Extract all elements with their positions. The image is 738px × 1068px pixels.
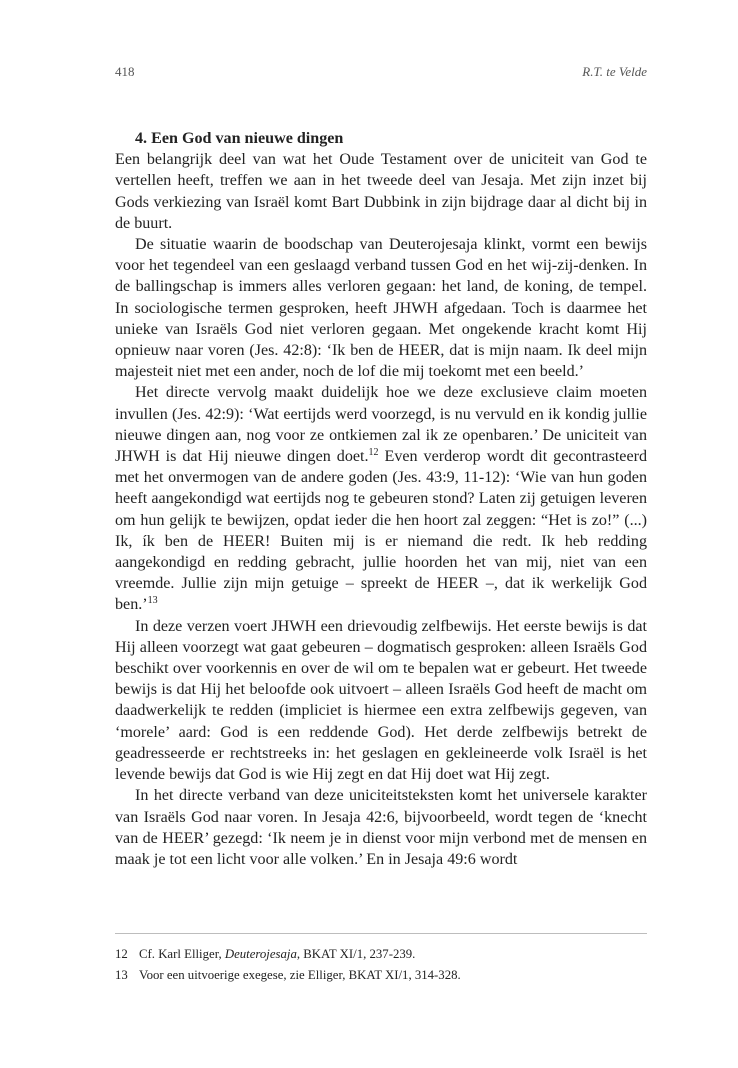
book-page	[115, 0, 647, 1068]
paragraph-3	[115, 382, 647, 615]
footnote-ref-12[interactable]: 12	[368, 447, 379, 459]
body-text	[115, 128, 647, 870]
footnote-12	[115, 944, 647, 965]
paragraph-2: De situatie waarin de boodschap van Deuterojesaja klinkt, vormt een bewijs voor het tegendeel van een geslaagd verband tussen God en het wij-zij-denken. In de ballingschap is immers alles verloren gegaan: het land, de koning, de tempel. In sociologische termen gesproken, heeft JHWH afgedaan. Toch is daarmee het unieke van Israëls God niet verloren gegaan. Met ongekende kracht komt Hij opnieuw naar voren (Jes. 42:8): ‘Ik ben de HEER, dat is mijn naam. Ik deel mijn majesteit niet met een ander, noch de lof die mij toekomt met een beeld.’	[115, 236, 647, 381]
footnote-text: Cf. Karl Elliger,	[139, 947, 225, 961]
paragraph-3-text-a: Het directe vervolg maakt duidelijk hoe we deze exclusieve claim moeten invullen (Jes. 42:9): ‘Wat eertijds werd voorzegd, is nu vervuld en ik kondig jullie nieuwe dingen aan, nog voor ze ontkiemen zal ik ze openbaren.’ De uniciteit van JHWH is dat Hij nieuwe dingen doet.	[115, 384, 647, 466]
paragraph-5: In het directe verband van deze uniciteitsteksten komt het universele karakter van Israëls God naar voren. In Jesaja 42:6, bijvoorbeeld, wordt tegen de ‘knecht van de HEER’ gezegd: ‘Ik neem je in dienst voor mijn verbond met de mensen en maak je tot een licht voor alle volken.’ En in Jesaja 49:6 wordt	[115, 787, 647, 868]
footnote-13	[115, 965, 647, 986]
running-head	[115, 64, 647, 84]
footnote-ref-13[interactable]: 13	[147, 595, 158, 607]
footnote-divider	[115, 933, 647, 934]
footnote-book-title: Deuterojesaja	[224, 947, 297, 961]
paragraph-4: In deze verzen voert JHWH een drievoudig zelfbewijs. Het eerste bewijs is dat Hij alleen voorzegt wat gaat gebeuren – dogmatisch gesproken: alleen Israëls God beschikt over voorkennis en over de wil om te bepalen wat er gebeurt. Het tweede bewijs is dat Hij het beloofde ook uitvoert – alleen Israëls God heeft de macht om daadwerkelijk te redden (impliciet is hiermee een extra zelfbewijs gegeven, van ‘morele’ aard: God is een reddende God). Het derde zelfbewijs betrekt de geadresseerde er rechtstreeks in: het geslagen en gekleineerde volk Israël is het levende bewijs dat God is wie Hij zegt en dat Hij doet wat Hij zegt.	[115, 617, 647, 784]
footnote-text: Voor een uitvoerige exegese, zie Elliger, BKAT XI/1, 314-328.	[139, 968, 461, 982]
running-head-author: R.T. te Velde	[582, 64, 647, 79]
section-heading: 4. Een God van nieuwe dingen	[135, 130, 344, 147]
footnote-text: , BKAT XI/1, 237-239.	[296, 947, 416, 961]
footnote-number: 12	[115, 947, 128, 961]
paragraph-3-text-b: Even verderop wordt dit gecontrasteerd met het onvermogen van de andere goden (Jes. 43:9, 11-12): ‘Wie van hun goden heeft aangekondigd wat eertijds nog te gebeuren stond? Laten zij getuigen leveren om hun gelijk te bewijzen, opdat ieder die hen hoort zal zeggen: “Het is zo!” (...) Ik, ík ben de HEER! Buiten mij is er niemand die redt. Ik heb redding aangekondigd en redding gebracht, jullie hoorden het van mij, niet van een vreemde. Jullie zijn mijn getuige – spreekt de HEER –, dat ik werkelijk God ben.’	[115, 448, 648, 614]
page-number: 418	[115, 64, 135, 79]
footnote-number: 13	[115, 968, 128, 982]
footnotes	[115, 944, 647, 986]
paragraph-1: Een belangrijk deel van wat het Oude Testament over de uniciteit van God te vertellen heeft, treffen we aan in het tweede deel van Jesaja. Met zijn inzet bij Gods verkiezing van Israël komt Bart Dubbink in zijn bijdrage daar al dicht bij in de buurt.	[115, 151, 647, 232]
